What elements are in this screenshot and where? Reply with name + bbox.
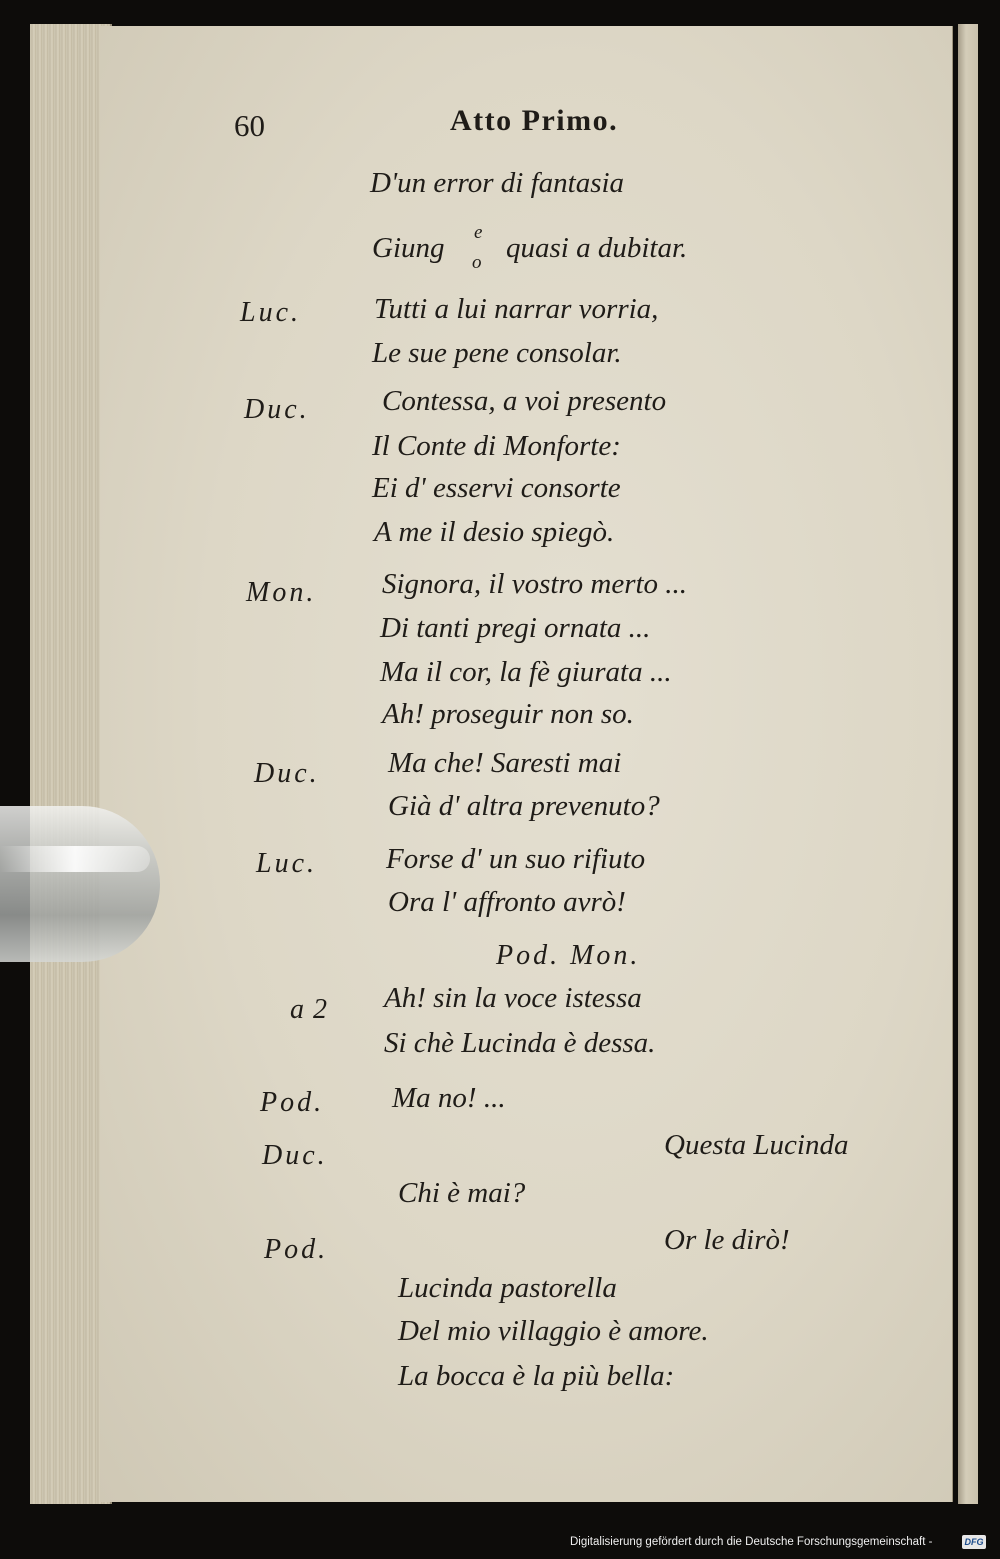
verse-line: La bocca è la più bella: <box>398 1360 675 1392</box>
verse-line: Il Conte di Monforte: <box>372 430 621 462</box>
speaker-label: Pod. <box>264 1234 329 1265</box>
page-number: 60 <box>234 108 265 143</box>
verse-line: Ma il cor, la fè giurata ... <box>380 656 672 688</box>
verse-line: Le sue pene consolar. <box>372 337 622 369</box>
page-holder-clip <box>0 806 160 962</box>
verse-line: Ma che! Saresti mai <box>388 747 622 779</box>
running-title: Atto Primo. <box>450 104 619 137</box>
verse-line: Ma no! ... <box>392 1082 506 1114</box>
verse-line: Ah! sin la voce istessa <box>384 982 642 1014</box>
speaker-label: Luc. <box>240 297 301 328</box>
verse-line: A me il desio spiegò. <box>374 516 615 548</box>
variant-reading: e <box>474 222 483 243</box>
verse-line: Chi è mai? <box>398 1177 526 1209</box>
speaker-label: Pod. <box>260 1087 325 1118</box>
verse-line: Forse d' un suo rifiuto <box>386 843 646 875</box>
verse-line: Del mio villaggio è amore. <box>398 1315 709 1347</box>
speaker-label: a 2 <box>290 994 328 1025</box>
verse-line: Si chè Lucinda è dessa. <box>384 1027 656 1059</box>
speaker-label: Duc. <box>262 1140 328 1171</box>
verse-line: Di tanti pregi ornata ... <box>380 612 651 644</box>
verse-line: Ei d' esservi consorte <box>372 472 621 504</box>
speaker-label: Pod. Mon. <box>496 940 641 971</box>
verse-line: Già d' altra prevenuto? <box>388 790 660 822</box>
verse-line: Tutti a lui narrar vorria, <box>374 293 659 325</box>
next-page-edge <box>958 24 978 1504</box>
speaker-label: Luc. <box>256 848 317 879</box>
variant-reading: o <box>472 252 482 273</box>
page-holder-clip-highlight <box>0 846 150 872</box>
verse-line: Lucinda pastorella <box>398 1272 617 1304</box>
verse-line: Contessa, a voi presento <box>382 385 667 417</box>
digitization-credit: Digitalisierung gefördert durch die Deutsche Forschungsgemeinschaft - <box>570 1536 933 1548</box>
verse-line: Giung <box>372 232 445 264</box>
verse-line: Signora, il vostro merto ... <box>382 568 688 600</box>
speaker-label: Duc. <box>244 394 310 425</box>
verse-line: Ora l' affronto avrò! <box>388 886 626 918</box>
speaker-label: Duc. <box>254 758 320 789</box>
speaker-label: Mon. <box>246 577 317 608</box>
verse-line: Or le dirò! <box>664 1224 790 1256</box>
verse-line: Ah! proseguir non so. <box>382 698 634 730</box>
dfg-logo-icon: DFG <box>962 1535 986 1549</box>
verse-line: quasi a dubitar. <box>506 232 688 264</box>
verse-line: Questa Lucinda <box>664 1129 849 1161</box>
verse-line: D'un error di fantasia <box>370 167 625 199</box>
